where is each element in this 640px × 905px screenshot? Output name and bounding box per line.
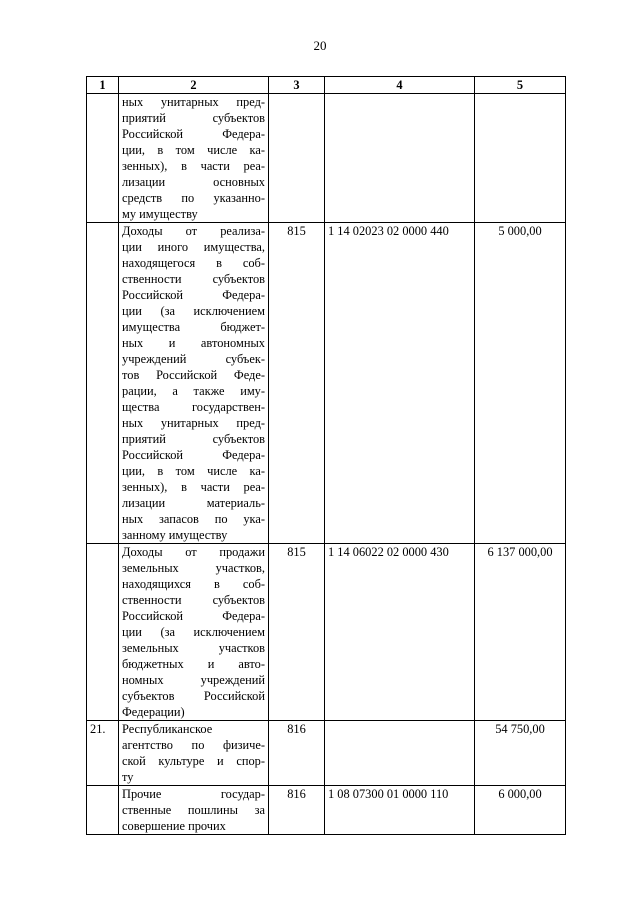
- column-header: 1: [87, 77, 119, 94]
- admin-code: 816: [269, 786, 325, 835]
- budget-classification-code: 1 14 02023 02 0000 440: [325, 223, 475, 544]
- row-number: [87, 786, 119, 835]
- description-line: бюджетных и авто-: [122, 657, 265, 671]
- description-line: ции, в том числе ка-: [122, 143, 265, 157]
- row-description: [119, 786, 269, 835]
- description-line: му имуществу: [122, 207, 198, 221]
- description-line: имущества бюджет-: [122, 320, 265, 334]
- description-line: субъектов Российской: [122, 689, 265, 703]
- description-line: лизации материаль-: [122, 496, 265, 510]
- row-number: [87, 223, 119, 544]
- admin-code: [269, 94, 325, 223]
- table-row: [87, 544, 566, 721]
- table-row: [87, 786, 566, 835]
- amount: 54 750,00: [475, 721, 566, 786]
- description-line: ции, в том числе ка-: [122, 464, 265, 478]
- description-line: ственности субъектов: [122, 272, 265, 286]
- description-line: ции иного имущества,: [122, 240, 265, 254]
- description-line: учреждений субъек-: [122, 352, 265, 366]
- description-line: ту: [122, 770, 134, 784]
- row-number: [87, 544, 119, 721]
- description-line: лизации основных: [122, 175, 265, 189]
- description-line: Российской Федера-: [122, 609, 265, 623]
- page-number: 20: [313, 38, 327, 53]
- description-line: средств по указанно-: [122, 191, 265, 205]
- admin-code: 816: [269, 721, 325, 786]
- description-line: приятий субъектов: [122, 111, 265, 125]
- description-line: земельных участков,: [122, 561, 265, 575]
- description-line: приятий субъектов: [122, 432, 265, 446]
- table-row: [87, 223, 566, 544]
- description-line: ской культуре и спор-: [122, 754, 265, 768]
- description-line: Республиканское: [122, 722, 213, 736]
- description-line: Доходы от продажи: [122, 545, 265, 559]
- budget-classification-code: [325, 94, 475, 223]
- budget-table: [86, 76, 566, 835]
- budget-classification-code: [325, 721, 475, 786]
- row-description: [119, 94, 269, 223]
- amount: 6 137 000,00: [475, 544, 566, 721]
- row-number: [87, 94, 119, 223]
- amount: [475, 94, 566, 223]
- table-header-row: [87, 77, 566, 94]
- description-line: Доходы от реализа-: [122, 224, 265, 238]
- amount: 5 000,00: [475, 223, 566, 544]
- table-row: [87, 94, 566, 223]
- description-line: ственности субъектов: [122, 593, 265, 607]
- description-line: ственные пошлины за: [122, 803, 265, 817]
- column-header: 5: [475, 77, 566, 94]
- column-header: 4: [325, 77, 475, 94]
- description-line: Прочие государ-: [122, 787, 265, 801]
- row-description: [119, 544, 269, 721]
- description-line: Российской Федера-: [122, 448, 265, 462]
- description-line: ных унитарных пред-: [122, 416, 265, 430]
- row-description: [119, 721, 269, 786]
- budget-classification-code: 1 08 07300 01 0000 110: [325, 786, 475, 835]
- column-header: 2: [119, 77, 269, 94]
- description-line: щества государствен-: [122, 400, 265, 414]
- table-row: [87, 721, 566, 786]
- description-line: рации, а также иму-: [122, 384, 265, 398]
- description-line: находящегося в соб-: [122, 256, 265, 270]
- column-header: 3: [269, 77, 325, 94]
- admin-code: 815: [269, 544, 325, 721]
- description-line: номных учреждений: [122, 673, 265, 687]
- row-description: [119, 223, 269, 544]
- description-line: ных и автономных: [122, 336, 265, 350]
- description-line: Российской Федера-: [122, 288, 265, 302]
- description-line: находящихся в соб-: [122, 577, 265, 591]
- description-line: ции (за исключением: [122, 304, 265, 318]
- admin-code: 815: [269, 223, 325, 544]
- description-line: зенных), в части реа-: [122, 480, 265, 494]
- amount: 6 000,00: [475, 786, 566, 835]
- description-line: занному имуществу: [122, 528, 228, 542]
- row-number: 21.: [87, 721, 119, 786]
- description-line: зенных), в части реа-: [122, 159, 265, 173]
- description-line: Федерации): [122, 705, 185, 719]
- budget-classification-code: 1 14 06022 02 0000 430: [325, 544, 475, 721]
- description-line: Российской Федера-: [122, 127, 265, 141]
- description-line: ных запасов по ука-: [122, 512, 265, 526]
- description-line: тов Российской Феде-: [122, 368, 265, 382]
- description-line: совершение прочих: [122, 819, 226, 833]
- description-line: ции (за исключением: [122, 625, 265, 639]
- description-line: ных унитарных пред-: [122, 95, 265, 109]
- description-line: земельных участков: [122, 641, 265, 655]
- description-line: агентство по физиче-: [122, 738, 265, 752]
